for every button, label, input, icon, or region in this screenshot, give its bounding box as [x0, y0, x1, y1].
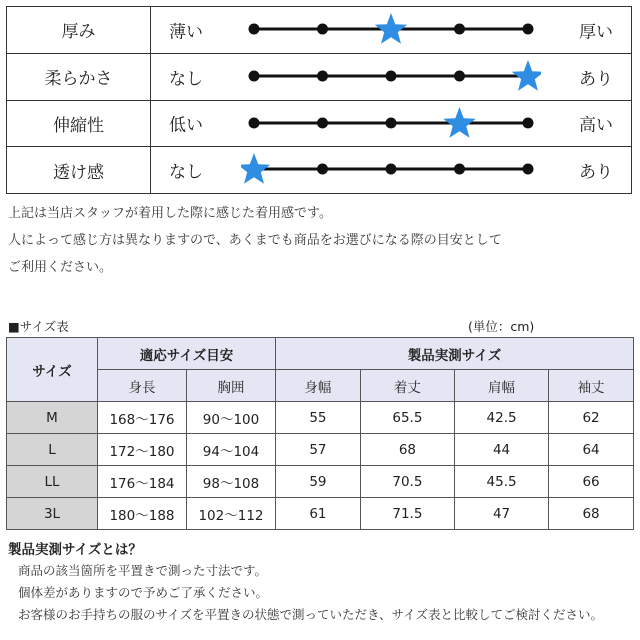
table-cell: 70.5: [360, 466, 454, 498]
feel-scale-cell: [151, 53, 632, 100]
feel-scale-cell: [151, 7, 632, 54]
table-cell: 98～108: [187, 466, 276, 498]
feel-scale: [241, 147, 541, 192]
table-row: [7, 498, 634, 530]
footer-title: 製品実測サイズとは？: [8, 542, 142, 558]
feel-label: 透け感: [7, 147, 151, 194]
star-icon: [443, 107, 475, 138]
col-sleeve: 袖丈: [549, 370, 634, 402]
scale-dot: [249, 24, 260, 35]
scale-dot: [317, 117, 328, 128]
size-label: LL: [7, 466, 98, 498]
feel-row: [7, 53, 632, 100]
table-cell: 61: [276, 498, 361, 530]
scale-dot: [454, 24, 465, 35]
table-cell: 68: [549, 498, 634, 530]
feel-row: [7, 100, 632, 147]
feel-row: [7, 7, 632, 54]
table-cell: 180～188: [98, 498, 187, 530]
scale-dot: [249, 70, 260, 81]
feel-label: 厚み: [7, 7, 151, 54]
fit-size-group-header: 適応サイズ目安: [98, 338, 276, 370]
table-cell: 90～100: [187, 402, 276, 434]
table-row: [7, 434, 634, 466]
scale-dot: [523, 24, 534, 35]
size-label: 3L: [7, 498, 98, 530]
table-cell: 68: [360, 434, 454, 466]
table-cell: 168～176: [98, 402, 187, 434]
feel-high-label: あり: [579, 162, 613, 183]
feel-scale: [241, 7, 541, 52]
feel-high-label: 厚い: [579, 22, 613, 43]
scale-dot: [317, 164, 328, 175]
star-icon: [375, 13, 407, 44]
scale-dot: [523, 117, 534, 128]
table-row: [7, 466, 634, 498]
table-cell: 71.5: [360, 498, 454, 530]
size-table: [6, 337, 634, 530]
wear-feel-table: [6, 6, 632, 194]
size-label: L: [7, 434, 98, 466]
size-label: M: [7, 402, 98, 434]
scale-dot: [386, 117, 397, 128]
feel-low-label: なし: [169, 69, 203, 90]
feel-scale: [241, 54, 541, 99]
feel-low-label: なし: [169, 162, 203, 183]
footer-line-1: 商品の該当箇所を平置きで測った寸法です。: [18, 563, 268, 578]
scale-dot: [454, 70, 465, 81]
scale-dot: [386, 164, 397, 175]
size-column-header: サイズ: [7, 338, 98, 402]
size-table-unit: (単位：cm): [468, 319, 535, 334]
col-shoulder: 肩幅: [454, 370, 548, 402]
feel-note-line-1: 上記は当店スタッフが着用した際に感じた着用感です。: [8, 206, 332, 221]
table-cell: 66: [549, 466, 634, 498]
footer-line-3: お客様のお手持ちの服のサイズを平置きの状態で測っていただき、サイズ表と比較してご検討ください。: [18, 607, 604, 622]
table-cell: 94～104: [187, 434, 276, 466]
scale-dot: [386, 70, 397, 81]
scale-dot: [317, 24, 328, 35]
table-cell: 172～180: [98, 434, 187, 466]
feel-row: [7, 147, 632, 194]
feel-scale-cell: [151, 100, 632, 147]
feel-note-line-3: ご利用ください。: [8, 260, 113, 275]
col-chest: 胸囲: [187, 370, 276, 402]
col-body-width: 身幅: [276, 370, 361, 402]
feel-label: 伸縮性: [7, 100, 151, 147]
table-cell: 64: [549, 434, 634, 466]
feel-low-label: 薄い: [169, 22, 203, 43]
actual-size-group-header: 製品実測サイズ: [276, 338, 634, 370]
table-cell: 57: [276, 434, 361, 466]
table-cell: 59: [276, 466, 361, 498]
table-cell: 47: [454, 498, 548, 530]
size-table-caption: ■サイズ表: [8, 319, 69, 334]
feel-note-line-2: 人によって感じ方は異なりますので、あくまでも商品をお選びになる際の目安として: [8, 233, 502, 248]
table-cell: 62: [549, 402, 634, 434]
scale-dot: [317, 70, 328, 81]
table-row: [7, 402, 634, 434]
col-length: 着丈: [360, 370, 454, 402]
feel-high-label: 高い: [579, 115, 613, 136]
scale-dot: [454, 164, 465, 175]
feel-high-label: あり: [579, 69, 613, 90]
scale-dot: [249, 117, 260, 128]
table-cell: 65.5: [360, 402, 454, 434]
table-cell: 176～184: [98, 466, 187, 498]
table-cell: 45.5: [454, 466, 548, 498]
feel-scale-cell: [151, 147, 632, 194]
table-cell: 42.5: [454, 402, 548, 434]
feel-label: 柔らかさ: [7, 53, 151, 100]
col-height: 身長: [98, 370, 187, 402]
table-cell: 55: [276, 402, 361, 434]
feel-scale: [241, 101, 541, 146]
feel-low-label: 低い: [169, 115, 203, 136]
table-cell: 44: [454, 434, 548, 466]
footer-line-2: 個体差がありますので予めご了承ください。: [18, 585, 269, 600]
scale-dot: [523, 164, 534, 175]
table-cell: 102～112: [187, 498, 276, 530]
